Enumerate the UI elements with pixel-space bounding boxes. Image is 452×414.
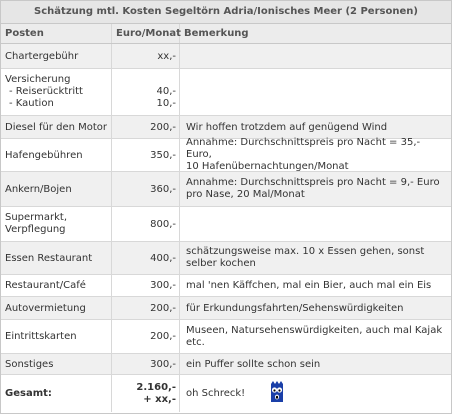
total-bemerkung bbox=[180, 375, 451, 412]
posten-line: - Kaution bbox=[9, 98, 54, 109]
row-posten: Essen Restaurant bbox=[1, 242, 112, 274]
row-posten bbox=[1, 207, 112, 241]
table-row bbox=[1, 139, 451, 172]
row-euro: 350,- bbox=[112, 139, 180, 171]
row-posten: Chartergebühr bbox=[1, 44, 112, 68]
bemerkung-line: etc. bbox=[186, 336, 205, 348]
table-title: Schätzung mtl. Kosten Segeltörn Adria/Ionisches Meer (2 Personen) bbox=[1, 1, 451, 24]
header-bemerkung: Bemerkung bbox=[184, 28, 249, 39]
table-row bbox=[1, 297, 451, 320]
row-euro: xx,- bbox=[112, 44, 180, 68]
row-bemerkung bbox=[180, 320, 451, 353]
row-bemerkung bbox=[180, 44, 451, 68]
posten-line: Verpflegung bbox=[5, 224, 66, 235]
header-posten: Posten bbox=[1, 24, 112, 43]
bemerkung-line: Museen, Natursehenswürdigkeiten, auch mal Kajak bbox=[186, 324, 443, 336]
table-row bbox=[1, 116, 451, 139]
row-euro: 200,- bbox=[112, 116, 180, 138]
row-posten bbox=[1, 69, 112, 115]
row-posten: Eintrittskarten bbox=[1, 320, 112, 353]
row-posten: Hafengebühren bbox=[1, 139, 112, 171]
row-euro: 200,- bbox=[112, 320, 180, 353]
header-euro: Euro/Monat bbox=[112, 24, 180, 43]
bemerkung-line: pro Nase, 20 Mal/Monat bbox=[186, 189, 305, 200]
row-bemerkung bbox=[180, 139, 451, 171]
posten-line: Supermarkt, bbox=[5, 212, 67, 223]
table-row bbox=[1, 354, 451, 375]
row-euro: 400,- bbox=[112, 242, 180, 274]
total-euro-line: 2.160,- bbox=[136, 381, 176, 393]
row-bemerkung bbox=[180, 242, 451, 274]
row-posten: Sonstiges bbox=[1, 354, 112, 374]
row-bemerkung: ein Puffer sollte schon sein bbox=[186, 358, 321, 370]
row-bemerkung bbox=[180, 207, 451, 241]
total-row bbox=[1, 375, 451, 412]
row-posten: Autovermietung bbox=[1, 297, 112, 319]
table-row bbox=[1, 207, 451, 242]
bemerkung-line: schätzungsweise max. 10 x Essen gehen, sonst bbox=[186, 246, 425, 257]
table-row bbox=[1, 242, 451, 275]
row-euro: 360,- bbox=[112, 172, 180, 206]
row-euro: 300,- bbox=[112, 354, 180, 374]
bemerkung-line: Annahme: Durchschnittspreis pro Nacht = 9,- Euro bbox=[186, 177, 440, 188]
table-row bbox=[1, 172, 451, 207]
row-posten: Ankern/Bojen bbox=[1, 172, 112, 206]
row-bemerkung: Wir hoffen trotzdem auf genügend Wind bbox=[186, 121, 388, 133]
table-row bbox=[1, 44, 451, 69]
row-euro: 200,- bbox=[112, 297, 180, 319]
table-row bbox=[1, 275, 451, 297]
total-euro-line: + xx,- bbox=[143, 393, 176, 405]
euro-line: 10,- bbox=[156, 98, 176, 109]
row-euro: 300,- bbox=[112, 275, 180, 296]
row-bemerkung bbox=[180, 172, 451, 206]
row-bemerkung: mal 'nen Käffchen, mal ein Bier, auch mal ein Eis bbox=[186, 280, 432, 291]
row-euro: 800,- bbox=[112, 207, 180, 241]
total-label: Gesamt: bbox=[1, 375, 112, 412]
bemerkung-line: 10 Hafenübernachtungen/Monat bbox=[186, 161, 349, 172]
row-euro bbox=[112, 69, 180, 115]
total-remark: oh Schreck! bbox=[186, 388, 246, 399]
euro-line: 40,- bbox=[156, 86, 176, 97]
euro-line bbox=[173, 74, 176, 86]
row-posten: Diesel für den Motor bbox=[1, 116, 112, 138]
row-posten: Restaurant/Café bbox=[1, 275, 112, 296]
posten-line: Versicherung bbox=[5, 74, 71, 85]
bemerkung-line: selber kochen bbox=[186, 258, 256, 269]
row-bemerkung bbox=[180, 69, 451, 115]
shocked-face-icon bbox=[269, 380, 285, 407]
posten-line: - Reiserücktritt bbox=[9, 86, 83, 97]
table-row bbox=[1, 320, 451, 354]
table-row bbox=[1, 69, 451, 116]
header-row bbox=[1, 24, 451, 44]
total-euro bbox=[112, 375, 180, 412]
row-bemerkung: für Erkundungsfahrten/Sehenswürdigkeiten bbox=[186, 302, 404, 314]
bemerkung-line: Annahme: Durchschnittspreis pro Nacht = 35,- Euro, bbox=[186, 137, 421, 160]
